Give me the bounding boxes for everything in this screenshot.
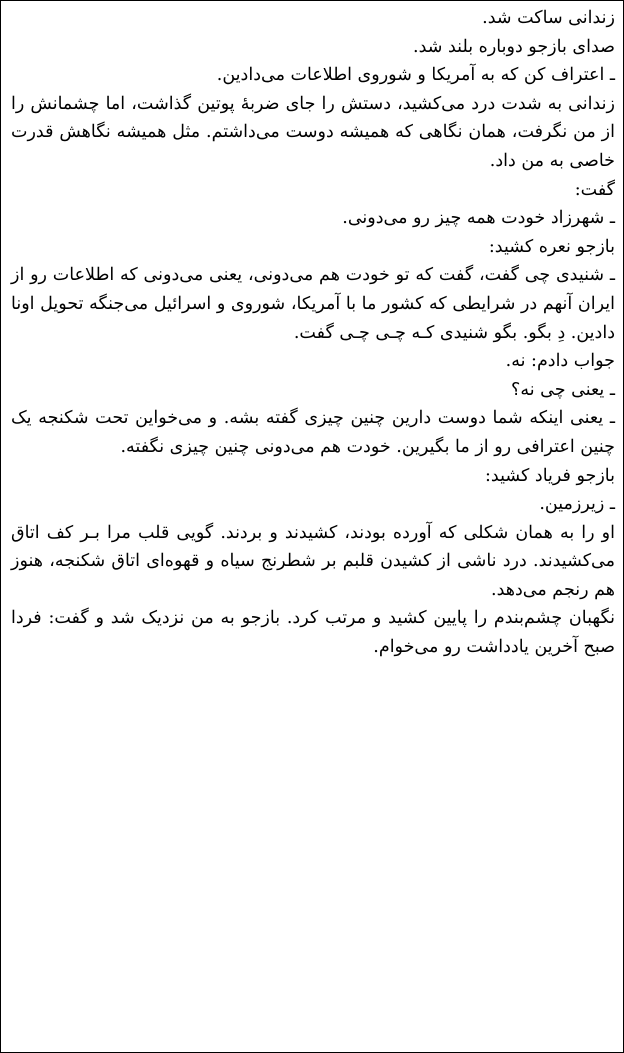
paragraph-2: صدای بازجو دوباره بلند شد. bbox=[413, 36, 615, 57]
paragraph-5: گفت: bbox=[574, 179, 615, 200]
paragraph-8: ـ شنیدی چی گفت، گفت که تو خودت هم می‌دونی، یعنی می‌دونی که اطلاعات رو از ایران آنهم در شرایطی که کشور ما با آمریکا، شوروی و اسرائیل می‌جنگه تحویل اونا دادین. دِ بگو. بگو شنیدی کـه چـی چـی گفت. bbox=[11, 265, 615, 343]
paragraph-14: او را به همان شکلی که آورده بودند، کشیدند و بردند. گویی قلب مرا بـر کف اتاق می‌کشیدند. درد ناشی از کشیدن قلبم بر شطرنج سیاه و قهوه‌ای اتاق شکنجه، هنوز هم رنجم می‌دهد. bbox=[11, 522, 615, 600]
paragraph-15: نگهبان چشم‌بندم را پایین کشید و مرتب کرد. بازجو به من نزدیک شد و گفت: فردا صبح آخرین یادداشت رو می‌خوام. bbox=[11, 608, 615, 658]
paragraph-6: ـ شهرزاد خودت همه چیز رو می‌دونی. bbox=[342, 208, 615, 229]
paragraph-13: ـ زیرزمین. bbox=[539, 494, 615, 515]
paragraph-9: جواب دادم: نه. bbox=[505, 351, 615, 372]
paragraph-12: بازجو فریاد کشید: bbox=[485, 465, 615, 486]
paragraph-11: ـ یعنی اینکه شما دوست دارین چنین چیزی گفته بشه. و می‌خواین تحت شکنجه یک چنین اعترافی رو از ما بگیرین. خودت هم می‌دونی چنین چیزی نگفته. bbox=[11, 408, 615, 457]
paragraph-10: ـ یعنی چی نه؟ bbox=[511, 379, 615, 400]
paragraph-1: زندانی ساکت شد. bbox=[482, 8, 615, 28]
paragraph-3: ـ اعتراف کن که به آمریکا و شوروی اطلاعات می‌دادین. bbox=[216, 65, 615, 86]
paragraph-4: زندانی به شدت درد می‌کشید، دستش را جای ضربهٔ پوتین گذاشت، اما چشمانش را از من نگرفت، همان نگاهی که همیشه دوست می‌داشتم. مثل همیشه نگاهش قدرت خاصی به من داد. bbox=[11, 93, 615, 171]
document-text bbox=[1, 1, 623, 662]
paragraph-7: بازجو نعره کشید: bbox=[488, 236, 615, 257]
